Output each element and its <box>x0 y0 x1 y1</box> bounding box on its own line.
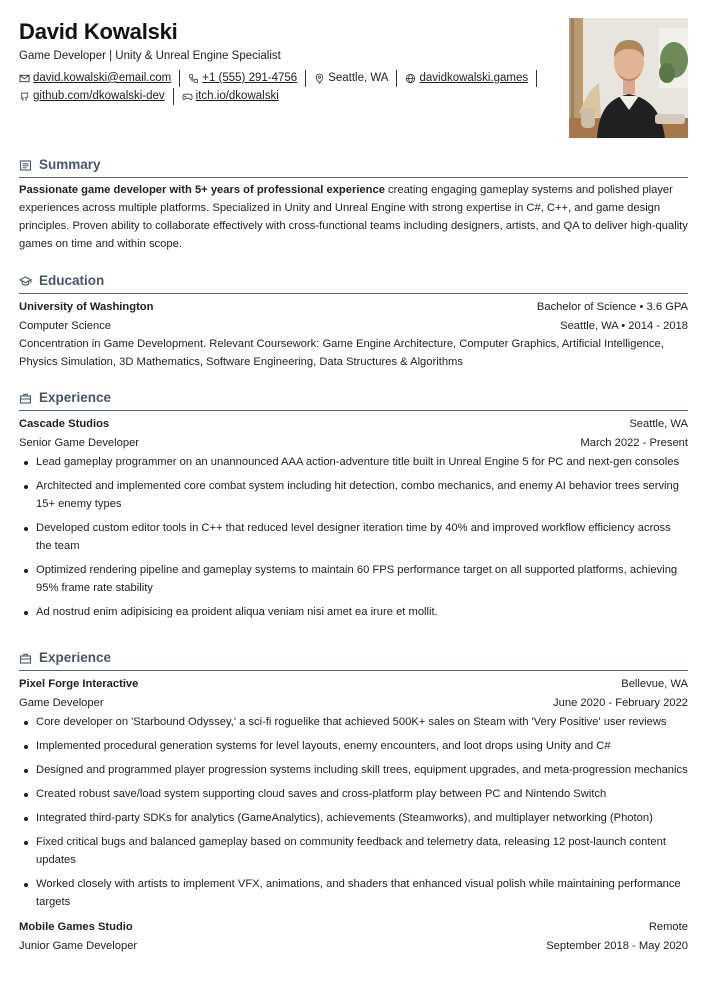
job-row-1 <box>19 415 688 434</box>
company-name: Cascade Studios <box>19 418 110 431</box>
job-row-4 <box>19 937 688 956</box>
list-item: Optimized rendering pipeline and gameplay systems to maintain 60 FPS performance target on all supported platforms, achieving 95% frame rate stability <box>19 562 688 598</box>
experience-section-1 <box>19 388 688 628</box>
briefcase-icon <box>19 392 32 405</box>
graduation-cap-icon <box>19 275 32 288</box>
briefcase-icon <box>19 652 32 665</box>
job-row-2 <box>19 434 688 453</box>
location-pin-icon <box>314 73 325 84</box>
job-role: Game Developer <box>19 697 104 710</box>
list-item: Lead gameplay programmer on an unannounced AAA action-adventure title built in Unreal Engine 5 for PC and next-gen consoles <box>19 454 688 472</box>
summary-lead: Passionate game developer with 5+ years of professional experience <box>19 184 385 197</box>
company-name: Mobile Games Studio <box>19 920 133 933</box>
email-link[interactable]: david.kowalski@email.com <box>33 71 172 84</box>
list-item: Created robust save/load system supporting cloud saves and cross-platform play between PC and Nintendo Switch <box>19 786 688 804</box>
job-dates: September 2018 - May 2020 <box>546 939 688 952</box>
experience-heading-2 <box>19 648 688 671</box>
contact-itch[interactable] <box>182 88 287 105</box>
list-item: Fixed critical bugs and balanced gameplay based on community feedback and telemetry data, releasing 12 post-launch content updates <box>19 834 688 870</box>
education-row-1 <box>19 298 688 317</box>
school-name: University of Washington <box>19 301 154 314</box>
experience-section-2 <box>19 648 688 956</box>
company-name: Pixel Forge Interactive <box>19 678 139 691</box>
list-item: Designed and programmed player progression systems including skill trees, equipment upgrades, and meta-progression mechanics <box>19 762 688 780</box>
list-item: Worked closely with artists to implement VFX, animations, and shaders that enhanced visual polish while maintaining performance targets <box>19 876 688 912</box>
contact-github[interactable] <box>19 88 174 105</box>
job-location: Remote <box>648 920 688 933</box>
summary-icon <box>19 159 32 172</box>
gamepad-icon <box>182 91 193 102</box>
list-item: Developed custom editor tools in C++ that reduced level designer iteration time by 40% and improved workflow efficiency across the team <box>19 520 688 556</box>
list-item: Ad nostrud enim adipisicing ea proident aliqua veniam nisi amet ea irure et mollit. <box>19 604 688 622</box>
education-title: Education <box>39 273 105 288</box>
website-link[interactable]: davidkowalski.games <box>419 71 529 84</box>
job-role: Senior Game Developer <box>19 437 140 450</box>
experience-title-2: Experience <box>39 650 112 665</box>
education-heading <box>19 271 688 294</box>
job-dates: March 2022 - Present <box>580 437 688 450</box>
education-row-2 <box>19 317 688 336</box>
experience-title-1: Experience <box>39 390 112 405</box>
experience-heading-1 <box>19 388 688 411</box>
contact-website[interactable] <box>405 70 537 87</box>
list-item: Architected and implemented core combat system including hit detection, combo mechanics, and enemy AI behavior trees serving 15+ enemy types <box>19 478 688 514</box>
profile-photo <box>569 18 688 138</box>
location-text: Seattle, WA <box>328 71 389 84</box>
mail-icon <box>19 73 30 84</box>
contact-phone[interactable] <box>188 70 306 87</box>
summary-heading <box>19 155 688 178</box>
job-location: Bellevue, WA <box>621 678 688 691</box>
resume-header <box>19 18 559 105</box>
education-details: Concentration in Game Development. Relevant Coursework: Game Engine Architecture, Computer Graphics, Artificial Intelligence, Physics Simulation, 3D Mathematics, Software Engineering, Data Structures & Algorithms <box>19 338 664 369</box>
field-of-study: Computer Science <box>19 320 112 333</box>
degree: Bachelor of Science • 3.6 GPA <box>536 301 688 314</box>
phone-icon <box>188 73 199 84</box>
job-role: Junior Game Developer <box>19 939 138 952</box>
summary-text <box>19 182 688 254</box>
globe-icon <box>405 73 416 84</box>
github-icon <box>19 91 30 102</box>
contact-row-2 <box>19 88 559 105</box>
summary-title: Summary <box>39 157 101 172</box>
list-item: Core developer on 'Starbound Odyssey,' a sci-fi roguelike that achieved 500K+ sales on Steam with 'Very Positive' user reviews <box>19 714 688 732</box>
list-item: Integrated third-party SDKs for analytics (GameAnalytics), achievements (Steamworks), and multiplayer networking (Photon) <box>19 810 688 828</box>
itch-link[interactable]: itch.io/dkowalski <box>195 90 279 103</box>
education-location-dates: Seattle, WA • 2014 - 2018 <box>560 320 688 333</box>
education-section <box>19 271 688 372</box>
job-dates: June 2020 - February 2022 <box>553 697 688 710</box>
candidate-headline: Game Developer | Unity & Unreal Engine Specialist <box>19 49 281 62</box>
summary-body: creating engaging gameplay systems and polished player experiences across multiple platforms. Specialized in Unity and Unreal Engine with strong expertise in C#, C++, and game design principles. Proven ability to collaborate effectively with cross-functional teams including designers, artists, and QA to deliver high-quality games on time and within scope. <box>19 184 688 251</box>
job-bullets <box>19 454 688 621</box>
candidate-name: David Kowalski <box>19 19 178 44</box>
job-row-2 <box>19 694 688 713</box>
job-row-1 <box>19 675 688 694</box>
phone-link[interactable]: +1 (555) 291-4756 <box>202 71 298 84</box>
github-link[interactable]: github.com/dkowalski-dev <box>33 90 165 103</box>
contact-row <box>19 70 559 87</box>
contact-location <box>314 70 397 87</box>
job-bullets <box>19 714 688 911</box>
job-row-3 <box>19 918 688 937</box>
list-item: Implemented procedural generation systems for level layouts, enemy encounters, and loot drops using Unity and C# <box>19 738 688 756</box>
contact-email[interactable] <box>19 70 180 87</box>
job-location: Seattle, WA <box>629 418 688 431</box>
summary-section <box>19 155 688 254</box>
